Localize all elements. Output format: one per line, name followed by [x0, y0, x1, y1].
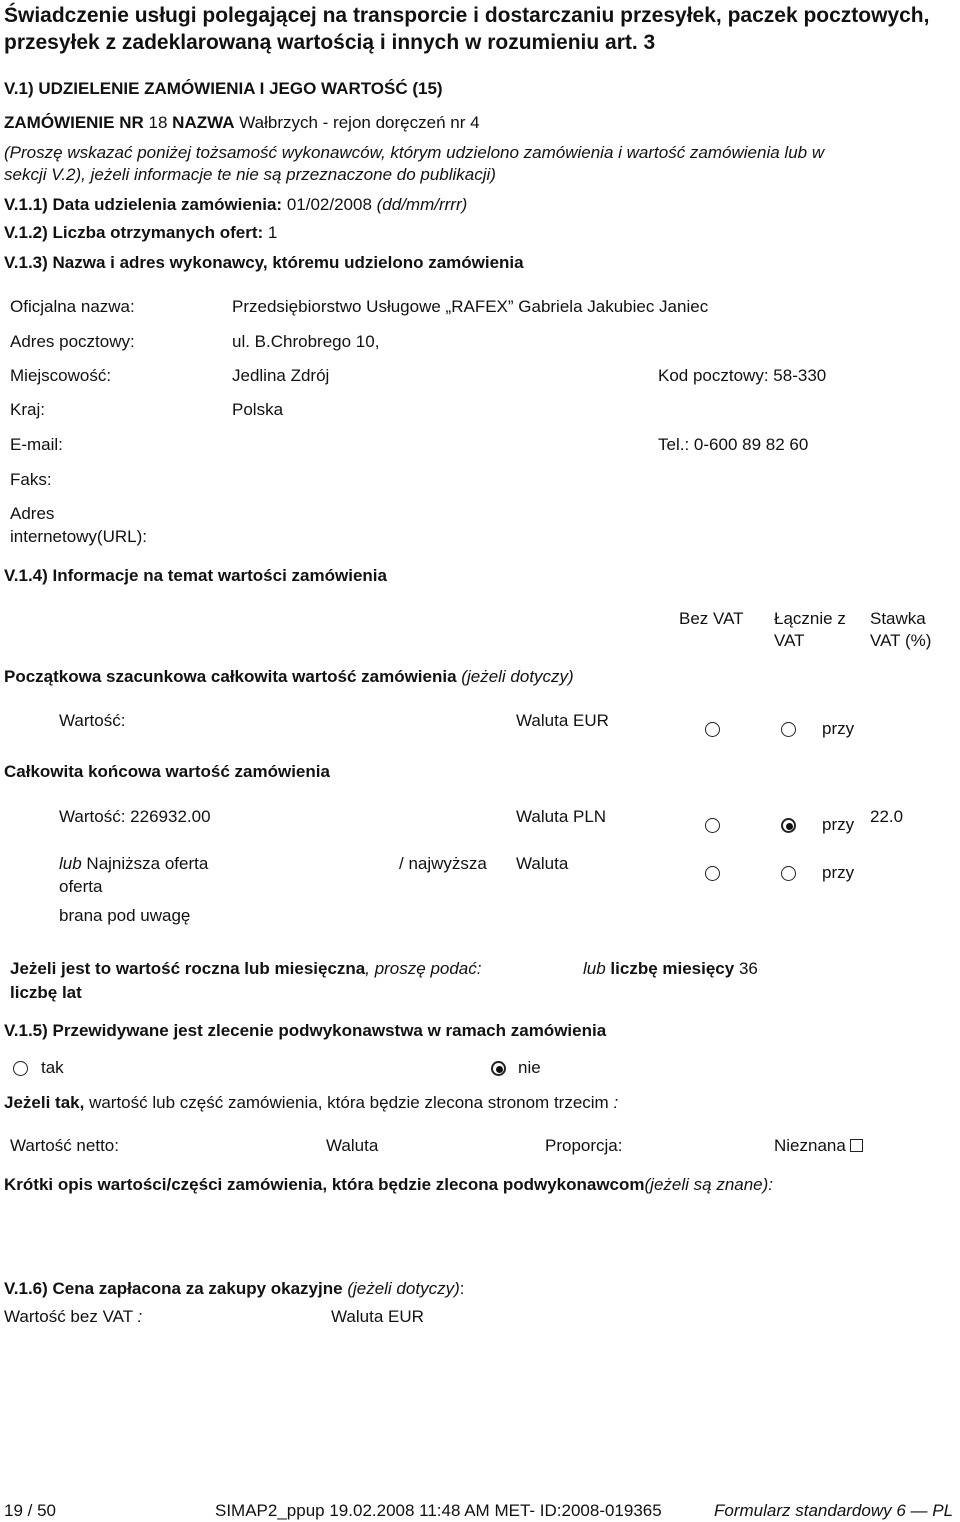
final-wartosc-label: Wartość:	[59, 807, 126, 826]
final-bez-vat-radio[interactable]	[705, 818, 720, 833]
award-date-line	[4, 194, 467, 216]
subcontract-heading: V.1.5) Przewidywane jest zlecenie podwykonawstwa w ramach zamówienia	[4, 1021, 607, 1040]
range-currency: Waluta	[516, 854, 569, 873]
considered-label: brana pod uwagę	[59, 906, 191, 925]
months-label: liczbę miesięcy	[610, 959, 735, 978]
offers-line	[4, 222, 277, 244]
country-label: Kraj:	[10, 400, 45, 419]
bargain-currency: Waluta EUR	[331, 1307, 424, 1326]
final-value-label: Całkowita końcowa wartość zamówienia	[4, 762, 330, 781]
bargain-value-colon: :	[137, 1307, 143, 1326]
postcode-label: Kod pocztowy:	[658, 366, 769, 385]
tel-label: Tel.:	[658, 435, 690, 454]
footer-form: Formularz standardowy 6 — PL	[714, 1501, 954, 1520]
email-label: E-mail:	[10, 435, 63, 454]
official-name-value: Przedsiębiorstwo Usługowe „RAFEX” Gabriela Jakubiec Janiec	[232, 297, 709, 316]
subcontract-no-radio[interactable]	[491, 1061, 506, 1076]
official-name-label: Oficjalna nazwa:	[10, 297, 135, 316]
country-value: Polska	[232, 400, 284, 419]
contractor-heading: V.1.3) Nazwa i adres wykonawcy, któremu udzielono zamówienia	[4, 253, 524, 272]
col-lacznie-2: VAT	[774, 631, 805, 650]
initial-value-note: (jeżeli dotyczy)	[461, 667, 574, 686]
city-value: Jedlina Zdrój	[232, 366, 330, 385]
final-z-vat-radio[interactable]	[781, 818, 796, 833]
if-yes-colon: :	[613, 1093, 619, 1112]
bargain-line	[4, 1278, 464, 1300]
url-label-1: Adres	[10, 504, 55, 523]
name-value: Wałbrzych - rejon doręczeń nr 4	[239, 113, 480, 132]
name-label: NAZWA	[172, 113, 235, 132]
final-przy: przy	[822, 815, 855, 834]
col-stawka-1: Stawka	[870, 609, 926, 628]
highest-offer-label: / najwyższa	[399, 854, 487, 873]
offer-word: oferta	[59, 877, 103, 896]
proportion-label: Proporcja:	[545, 1136, 623, 1155]
subcontract-yes-radio[interactable]	[13, 1061, 28, 1076]
months-lub: lub	[583, 959, 606, 978]
annual-label-1: Jeżeli jest to wartość roczna lub miesięczna	[10, 959, 366, 978]
page-title: Świadczenie usługi polegającej na transporcie i dostarczaniu przesyłek, paczek pocztowych, przesyłek z zadeklarowaną wartością i innych w rozumieniu art. 3	[4, 4, 930, 54]
address-value: ul. B.Chrobrego 10,	[232, 332, 380, 351]
months-value: 36	[738, 959, 758, 978]
desc-line	[4, 1174, 773, 1196]
tel-line	[658, 434, 808, 456]
initial-z-vat-radio[interactable]	[781, 722, 796, 737]
net-value-label: Wartość netto:	[10, 1136, 119, 1155]
award-date-format: (dd/mm/rrrr)	[376, 195, 468, 214]
url-label-2: internetowy(URL):	[10, 527, 147, 546]
footer-page: 19 / 50	[4, 1501, 56, 1520]
final-wartosc-line	[59, 806, 211, 828]
unknown-checkbox[interactable]	[850, 1139, 863, 1152]
annual-label-2: , proszę podać:	[365, 959, 482, 978]
value-info-heading: V.1.4) Informacje na temat wartości zamówienia	[4, 566, 387, 585]
range-przy: przy	[822, 863, 855, 882]
city-label: Miejscowość:	[10, 366, 112, 385]
desc-note: (jeżeli są znane):	[644, 1175, 774, 1194]
subcontract-yes-label: tak	[41, 1058, 64, 1077]
annual-line	[10, 958, 482, 980]
final-vat-rate: 22.0	[870, 807, 904, 826]
initial-bez-vat-radio[interactable]	[705, 722, 720, 737]
years-label: liczbę lat	[10, 983, 82, 1002]
award-date-label: V.1.1) Data udzielenia zamówienia:	[4, 195, 283, 214]
footer-id: SIMAP2_ppup 19.02.2008 11:48 AM MET- ID:2008-019365	[215, 1501, 662, 1520]
bargain-colon: :	[459, 1279, 465, 1298]
lowest-lub: lub	[59, 854, 82, 873]
offers-label: V.1.2) Liczba otrzymanych ofert:	[4, 223, 264, 242]
section-v1-heading: V.1) UDZIELENIE ZAMÓWIENIA I JEGO WARTOŚĆ (15)	[4, 79, 443, 98]
note-line-2: sekcji V.2), jeżeli informacje te nie są przeznaczone do publikacji)	[4, 165, 496, 184]
initial-value-line	[4, 666, 574, 688]
bargain-note: (jeżeli dotyczy)	[347, 1279, 460, 1298]
lowest-offer-line	[59, 853, 208, 875]
fax-label: Faks:	[10, 470, 52, 489]
postcode-value: 58-330	[773, 366, 827, 385]
unknown-line	[774, 1135, 863, 1157]
final-currency: Waluta PLN	[516, 807, 607, 826]
order-no: 18	[148, 113, 168, 132]
initial-przy: przy	[822, 719, 855, 738]
unknown-label: Nieznana	[774, 1136, 846, 1155]
address-label: Adres pocztowy:	[10, 332, 135, 351]
postcode-line	[658, 365, 826, 387]
initial-currency: Waluta EUR	[516, 711, 609, 730]
offers-value: 1	[267, 223, 278, 242]
lowest-offer-label: Najniższa oferta	[86, 854, 209, 873]
col-lacznie-1: Łącznie z	[774, 609, 846, 628]
initial-value-label: Początkowa szacunkowa całkowita wartość zamówienia	[4, 667, 457, 686]
award-date-value: 01/02/2008	[286, 195, 372, 214]
bargain-heading: V.1.6) Cena zapłacona za zakupy okazyjne	[4, 1279, 343, 1298]
if-yes-rest: wartość lub część zamówienia, która będzie zlecona stronom trzecim	[89, 1093, 609, 1112]
order-no-label: ZAMÓWIENIE NR	[4, 113, 144, 132]
net-currency-label: Waluta	[326, 1136, 379, 1155]
months-line	[583, 958, 758, 980]
range-z-vat-radio[interactable]	[781, 866, 796, 881]
bargain-value-line	[4, 1306, 142, 1328]
final-wartosc-value: 226932.00	[130, 807, 211, 826]
order-line	[4, 112, 480, 134]
tel-value: 0-600 89 82 60	[693, 435, 809, 454]
desc-label: Krótki opis wartości/części zamówienia, która będzie zlecona podwykonawcom	[4, 1175, 645, 1194]
initial-wartosc-label: Wartość:	[59, 711, 126, 730]
if-yes-line	[4, 1092, 618, 1114]
col-bez-vat: Bez VAT	[679, 609, 744, 628]
bargain-value-label: Wartość bez VAT	[4, 1307, 133, 1326]
if-yes-bold: Jeżeli tak,	[4, 1093, 85, 1112]
col-stawka-2: VAT (%)	[870, 631, 932, 650]
note-line-1: (Proszę wskazać poniżej tożsamość wykonawców, którym udzielono zamówienia i wartość zamówienia lub w	[4, 143, 825, 162]
subcontract-no-label: nie	[518, 1058, 541, 1077]
range-bez-vat-radio[interactable]	[705, 866, 720, 881]
